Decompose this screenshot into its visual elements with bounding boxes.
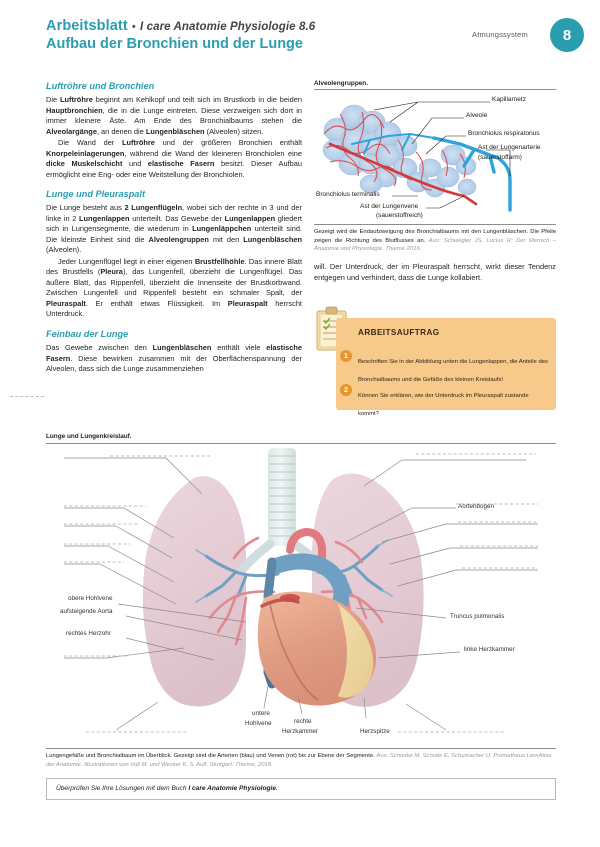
paragraph-luftroehre-2: Die Wand der Luftröhre und der größeren Bronchien enthält Knorpeleinlagerungen, während die Wand der kleineren Bronchiolen eine dicke Muskelschicht und elastische Fasern besitzt. Dieser Aufbau ermöglicht eine Eng- oder eine Weitstellung der Bronchiolen.	[46, 138, 302, 179]
lung-label-herzspitze: Herzspitze	[360, 728, 390, 735]
lung-caption-text: Lungengefäße und Bronchialbaum im Überblick. Gezeigt sind die Arterien (blau) und Venen (rot) bis zur Ebene der Segmente.	[46, 753, 375, 759]
alveoli-label-sauerstoffarm: (sauerstoffarm)	[478, 154, 522, 161]
lung-label-untere: untere	[252, 710, 270, 717]
lung-label-rechte: rechte	[294, 718, 312, 725]
lung-label-hohlvene: Hohlvene	[245, 720, 272, 727]
lung-label-linke-herzkammer: linke Herzkammer	[464, 646, 515, 653]
lung-figure-caption	[46, 752, 556, 770]
task-text-2: Können Sie erklären, wie der Unterdruck im Pleuraspalt zustande kommt?	[358, 393, 529, 417]
lung-figure	[46, 446, 556, 746]
side-dotted-rule	[10, 396, 44, 397]
alveoli-figure-caption-top: Alveolengruppen.	[314, 80, 368, 87]
book-reference: I care Anatomie Physiologie 8.6	[140, 21, 316, 33]
section-heading-feinbau: Feinbau der Lunge	[46, 328, 129, 339]
header-separator: •	[131, 21, 136, 33]
paragraph-luftroehre-1: Die Luftröhre beginnt am Kehlkopf und teilt sich im Brustkorb in die beiden Hauptbronchien, die in die Lunge eintreten. Diese verzweigen sich dort in immer kleinere Äste. Am Ende des Bronchialbaums stehen die Alveolargänge, an denen die Lungenbläschen (Alveolen) sitzen.	[46, 95, 302, 136]
trachea-shape	[242, 448, 322, 570]
alveoli-figure-rule-bottom	[314, 224, 556, 225]
right-lung-shape	[143, 476, 246, 706]
paragraph-feinbau-1: Das Gewebe zwischen den Lungenbläschen enthält viele elastische Fasern. Diese bewirken zusammen mit der Oberflächenspannung der Alveolen, dass sich die Lunge zusammenziehen	[46, 342, 302, 374]
right-text-continuation: will. Der Unterdruck, der im Pleuraspalt herrscht, wirkt dieser Tendenz entgegen und verhindert, dass die Lunge kollabiert.	[314, 262, 556, 282]
task-box	[336, 318, 556, 417]
lung-label-herzkammer: Herzkammer	[282, 728, 319, 735]
alveoli-label-bronchiolus-terminalis: Bronchiolus terminalis	[316, 191, 380, 198]
lung-figure-rule-top	[46, 443, 556, 444]
alveoli-label-kapillarnetz: Kapillarnetz	[492, 96, 526, 103]
alveoli-label-sauerstoffreich: (sauerstoffreich)	[376, 212, 423, 219]
task-box-title: ARBEITSAUFTRAG	[358, 328, 440, 337]
chapter-number-badge: 8	[550, 18, 584, 52]
chapter-name: Atmungssystem	[472, 30, 528, 39]
page-title: Aufbau der Bronchien und der Lunge	[46, 36, 303, 52]
footer-text-prefix: Überprüfen Sie Ihre Lösungen mit dem Buch	[56, 785, 189, 792]
task-text-1: Beschriften Sie in der Abbildung unten die Lungenlappen, die Anteile des Bronchialbaums und die Gefäße des kleinen Kreislaufs!	[358, 359, 548, 383]
lung-figure-rule-bottom	[46, 748, 556, 749]
lung-label-aortenbogen: Aortenbogen	[458, 503, 495, 510]
section-heading-luftroehre: Luftröhre und Bronchien	[46, 81, 155, 91]
alveoli-caption-text: Gezeigt wird die Endaufzweigung des Bronchialbaums mit den Lungenbläschen. Die Pfeile zeigen die Richtung des Blutflusses an.	[314, 229, 556, 244]
footer-book-title: I care Anatomie Physiologie	[188, 785, 277, 792]
alveoli-figure-rule-top	[314, 89, 556, 90]
footer-text-suffix: .	[276, 785, 278, 792]
task-item-1	[344, 350, 548, 386]
paragraph-lunge-1: Die Lunge besteht aus 2 Lungenflügeln, wobei sich der rechte in 3 und der linke in 2 Lungenlappen unterteilt. Das Gewebe der Lungenlappen gliedert sich in Lungensegmente, die wiederum in Lungenläppchen unterteilt sind. Die kleinste Einheit sind die Alveolengruppen mit den Lungenbläschen (Alveolen).	[46, 203, 303, 255]
paragraph-lunge-2: Jeder Lungenflügel liegt in einer eigenen Brustfellhöhle. Das innere Blatt des Brustfells (Pleura), das Lungenfell, überzieht die Lungenflügel. Das äußere Blatt, das Rippenfell, überzieht die Innenseite der Brustkorbwand. Zwischen Lungenfell und Rippenfell besteht ein schmaler Spalt, der Pleuraspalt. Er enthält etwas Flüssigkeit. Im Pleuraspalt herrscht Unterdruck.	[46, 256, 302, 319]
lung-label-truncus-pulmonalis: Truncus pulmonalis	[450, 613, 505, 620]
lung-label-aufsteigende-aorta: aufsteigende Aorta	[60, 608, 113, 615]
alveoli-label-ast-lungenvene: Ast der Lungenvene	[360, 203, 419, 210]
section-heading-lunge: Lunge und Pleuraspalt	[46, 189, 146, 200]
left-text-column	[46, 80, 302, 375]
lung-figure-caption-top: Lunge und Lungenkreislauf.	[46, 433, 132, 440]
alveoli-label-ast-lungenarterie: Ast der Lungenarterie	[478, 144, 541, 151]
task-item-2	[344, 384, 548, 420]
lung-label-rechtes-herzohr: rechtes Herzohr	[66, 630, 111, 637]
lung-illustration	[46, 446, 556, 746]
alveoli-label-alveole: Alveole	[466, 112, 488, 119]
alveoli-label-bronchiolus-respiratorius: Bronchiolus respiratorius	[468, 130, 540, 137]
task-number-1: 1	[340, 350, 352, 362]
lung-label-obere-hohlvene: obere Hohlvene	[68, 595, 113, 602]
page-header	[46, 18, 556, 70]
alveoli-caption-source: Aus: Schwegler JS, Lucius R: Der Mensch – Anatomie und Physiologie. Thieme 2016.	[314, 237, 556, 253]
alveoli-figure	[314, 92, 556, 220]
worksheet-label: Arbeitsblatt	[46, 18, 128, 34]
task-number-2: 2	[340, 384, 352, 396]
alveoli-figure-caption	[314, 228, 556, 254]
footer-text	[56, 785, 278, 792]
lung-caption-source: Aus: Schünke M, Schulte E, Schumacher U: Prometheus LernAtlas der Anatomie. Illustrationen von Voll M. und Wesker K. 5. Aufl. Stuttgart: Thieme, 2018.	[46, 753, 552, 768]
